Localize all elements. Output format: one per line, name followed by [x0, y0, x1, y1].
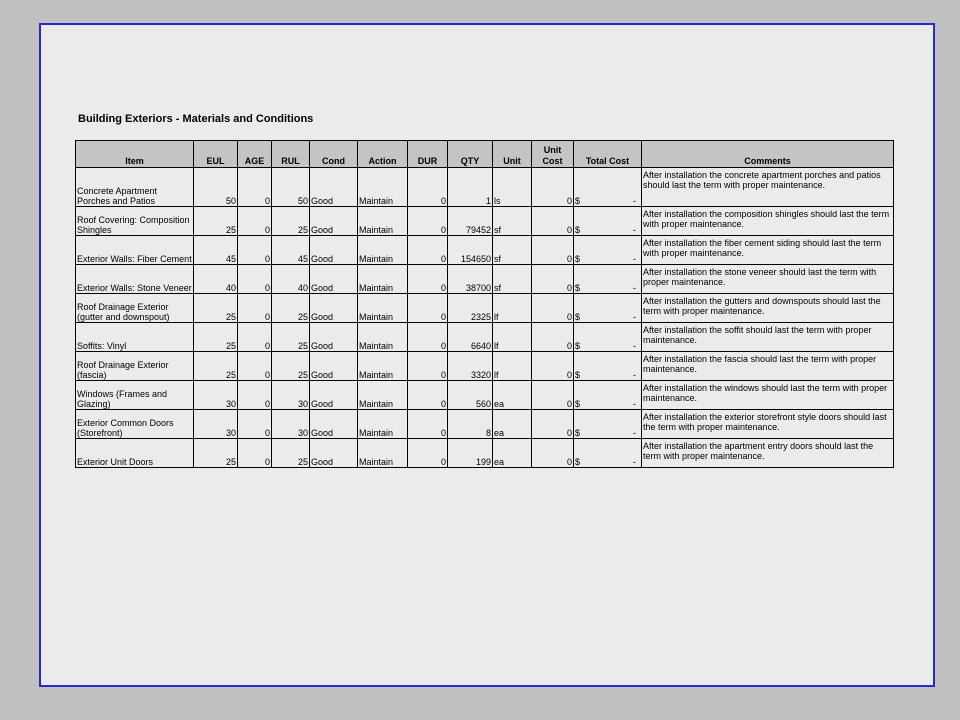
cell-item: Exterior Common Doors (Storefront) [76, 410, 194, 439]
cell-dur: 0 [408, 236, 448, 265]
currency-symbol: $ [575, 341, 581, 351]
cell-qty: 1 [448, 168, 493, 207]
cell-total-cost [574, 168, 642, 207]
col-header-total-cost: Total Cost [574, 141, 642, 168]
cell-age: 0 [238, 323, 272, 352]
cell-rul: 30 [272, 410, 310, 439]
cell-eul: 40 [194, 265, 238, 294]
col-header-item: Item [76, 141, 194, 168]
col-header-comments: Comments [642, 141, 894, 168]
currency-symbol: $ [575, 196, 581, 206]
cell-cond: Good [310, 207, 358, 236]
cell-action: Maintain [358, 294, 408, 323]
cell-total-cost [574, 294, 642, 323]
currency-symbol: $ [575, 225, 581, 235]
cell-age: 0 [238, 168, 272, 207]
cell-cond: Good [310, 236, 358, 265]
cell-action: Maintain [358, 323, 408, 352]
cell-action: Maintain [358, 410, 408, 439]
cell-action: Maintain [358, 381, 408, 410]
cell-qty: 154650 [448, 236, 493, 265]
cell-cond: Good [310, 439, 358, 468]
cell-unit: lf [493, 294, 532, 323]
table-row [76, 168, 894, 207]
cell-rul: 30 [272, 381, 310, 410]
cell-comments: After installation the fiber cement siding should last the term with proper maintenance. [642, 236, 894, 265]
cell-total-cost [574, 352, 642, 381]
cell-item: Exterior Unit Doors [76, 439, 194, 468]
col-header-unit-cost: Unit Cost [532, 141, 574, 168]
currency-symbol: $ [575, 254, 581, 264]
cell-qty: 560 [448, 381, 493, 410]
cell-unit-cost: 0 [532, 236, 574, 265]
cell-action: Maintain [358, 207, 408, 236]
cell-unit: ls [493, 168, 532, 207]
cell-eul: 45 [194, 236, 238, 265]
cell-dur: 0 [408, 294, 448, 323]
col-header-unit: Unit [493, 141, 532, 168]
cell-dur: 0 [408, 410, 448, 439]
cell-comments: After installation the gutters and downspouts should last the term with proper maintenance. [642, 294, 894, 323]
cell-total-cost [574, 265, 642, 294]
cell-unit: lf [493, 323, 532, 352]
cell-eul: 25 [194, 294, 238, 323]
total-cost-value: - [633, 399, 636, 409]
cell-item: Roof Drainage Exterior (gutter and downspout) [76, 294, 194, 323]
slide-page [39, 23, 935, 687]
cell-item: Exterior Walls: Stone Veneer [76, 265, 194, 294]
cell-cond: Good [310, 168, 358, 207]
cell-age: 0 [238, 439, 272, 468]
total-cost-value: - [633, 283, 636, 293]
cell-unit: lf [493, 352, 532, 381]
cell-unit-cost: 0 [532, 439, 574, 468]
table-row [76, 207, 894, 236]
cell-unit-cost: 0 [532, 207, 574, 236]
currency-symbol: $ [575, 370, 581, 380]
cell-eul: 25 [194, 352, 238, 381]
currency-symbol: $ [575, 399, 581, 409]
col-header-rul: RUL [272, 141, 310, 168]
cell-comments: After installation the windows should last the term with proper maintenance. [642, 381, 894, 410]
cell-unit-cost: 0 [532, 168, 574, 207]
cell-item: Concrete Apartment Porches and Patios [76, 168, 194, 207]
cell-eul: 30 [194, 381, 238, 410]
cell-eul: 25 [194, 323, 238, 352]
cell-cond: Good [310, 381, 358, 410]
cell-unit: sf [493, 236, 532, 265]
cell-dur: 0 [408, 168, 448, 207]
total-cost-value: - [633, 341, 636, 351]
table-row [76, 381, 894, 410]
cell-action: Maintain [358, 439, 408, 468]
cell-rul: 25 [272, 207, 310, 236]
table-row [76, 323, 894, 352]
cell-unit-cost: 0 [532, 265, 574, 294]
cell-cond: Good [310, 265, 358, 294]
cell-unit-cost: 0 [532, 381, 574, 410]
cell-total-cost [574, 323, 642, 352]
currency-symbol: $ [575, 428, 581, 438]
cell-action: Maintain [358, 352, 408, 381]
cell-age: 0 [238, 265, 272, 294]
cell-total-cost [574, 381, 642, 410]
materials-table [75, 140, 894, 468]
header-row [76, 141, 894, 168]
table-title: Building Exteriors - Materials and Conditions [78, 113, 314, 125]
total-cost-value: - [633, 370, 636, 380]
cell-comments: After installation the exterior storefront style doors should last the term with proper maintenance. [642, 410, 894, 439]
cell-total-cost [574, 207, 642, 236]
cell-total-cost [574, 439, 642, 468]
cell-unit-cost: 0 [532, 352, 574, 381]
cell-comments: After installation the concrete apartment porches and patios should last the term with proper maintenance. [642, 168, 894, 207]
cell-unit: sf [493, 207, 532, 236]
cell-age: 0 [238, 207, 272, 236]
cell-item: Windows (Frames and Glazing) [76, 381, 194, 410]
cell-comments: After installation the apartment entry doors should last the term with proper maintenance. [642, 439, 894, 468]
total-cost-value: - [633, 196, 636, 206]
cell-rul: 45 [272, 236, 310, 265]
cell-item: Roof Covering: Composition Shingles [76, 207, 194, 236]
cell-comments: After installation the stone veneer should last the term with proper maintenance. [642, 265, 894, 294]
col-header-eul: EUL [194, 141, 238, 168]
total-cost-value: - [633, 457, 636, 467]
cell-action: Maintain [358, 236, 408, 265]
total-cost-value: - [633, 428, 636, 438]
cell-action: Maintain [358, 265, 408, 294]
cell-comments: After installation the fascia should last the term with proper maintenance. [642, 352, 894, 381]
table-row [76, 410, 894, 439]
table-row [76, 236, 894, 265]
cell-age: 0 [238, 236, 272, 265]
cell-qty: 199 [448, 439, 493, 468]
cell-unit-cost: 0 [532, 294, 574, 323]
cell-cond: Good [310, 323, 358, 352]
cell-total-cost [574, 236, 642, 265]
cell-rul: 25 [272, 352, 310, 381]
cell-cond: Good [310, 294, 358, 323]
cell-qty: 3320 [448, 352, 493, 381]
cell-rul: 25 [272, 294, 310, 323]
cell-total-cost [574, 410, 642, 439]
total-cost-value: - [633, 254, 636, 264]
cell-age: 0 [238, 381, 272, 410]
cell-dur: 0 [408, 265, 448, 294]
table-row [76, 352, 894, 381]
cell-item: Roof Drainage Exterior (fascia) [76, 352, 194, 381]
cell-qty: 2325 [448, 294, 493, 323]
cell-unit: ea [493, 381, 532, 410]
total-cost-value: - [633, 312, 636, 322]
cell-cond: Good [310, 410, 358, 439]
cell-comments: After installation the composition shingles should last the term with proper maintenance. [642, 207, 894, 236]
cell-age: 0 [238, 410, 272, 439]
cell-comments: After installation the soffit should last the term with proper maintenance. [642, 323, 894, 352]
cell-item: Soffits: Vinyl [76, 323, 194, 352]
cell-qty: 79452 [448, 207, 493, 236]
currency-symbol: $ [575, 312, 581, 322]
table-row [76, 439, 894, 468]
cell-eul: 25 [194, 207, 238, 236]
cell-unit-cost: 0 [532, 323, 574, 352]
col-header-age: AGE [238, 141, 272, 168]
cell-qty: 6640 [448, 323, 493, 352]
cell-qty: 8 [448, 410, 493, 439]
table-row [76, 294, 894, 323]
cell-dur: 0 [408, 439, 448, 468]
cell-item: Exterior Walls: Fiber Cement [76, 236, 194, 265]
col-header-cond: Cond [310, 141, 358, 168]
cell-rul: 25 [272, 439, 310, 468]
cell-rul: 40 [272, 265, 310, 294]
cell-dur: 0 [408, 323, 448, 352]
cell-unit: sf [493, 265, 532, 294]
cell-unit: ea [493, 410, 532, 439]
col-header-dur: DUR [408, 141, 448, 168]
cell-unit-cost: 0 [532, 410, 574, 439]
cell-dur: 0 [408, 381, 448, 410]
cell-dur: 0 [408, 352, 448, 381]
cell-eul: 30 [194, 410, 238, 439]
cell-eul: 50 [194, 168, 238, 207]
col-header-action: Action [358, 141, 408, 168]
col-header-qty: QTY [448, 141, 493, 168]
currency-symbol: $ [575, 283, 581, 293]
cell-age: 0 [238, 294, 272, 323]
cell-cond: Good [310, 352, 358, 381]
cell-action: Maintain [358, 168, 408, 207]
cell-eul: 25 [194, 439, 238, 468]
total-cost-value: - [633, 225, 636, 235]
table-row [76, 265, 894, 294]
cell-age: 0 [238, 352, 272, 381]
table-body [76, 168, 894, 468]
cell-unit: ea [493, 439, 532, 468]
cell-dur: 0 [408, 207, 448, 236]
currency-symbol: $ [575, 457, 581, 467]
cell-rul: 25 [272, 323, 310, 352]
cell-rul: 50 [272, 168, 310, 207]
cell-qty: 38700 [448, 265, 493, 294]
